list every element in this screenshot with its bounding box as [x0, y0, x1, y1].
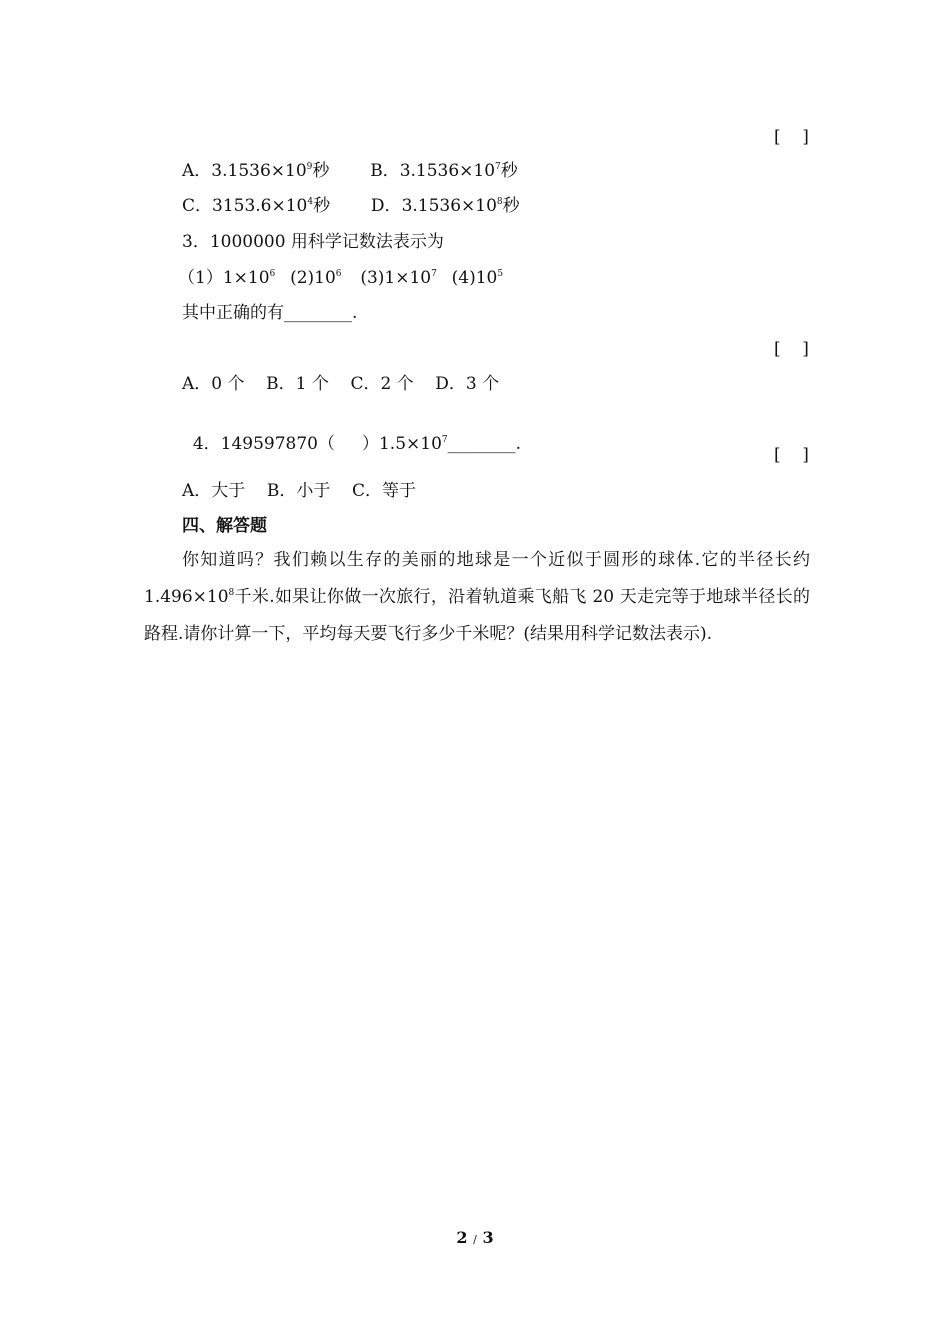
page-separator: / — [473, 1233, 477, 1246]
q4-options: A．大于 B．小于 C．等于 — [182, 481, 417, 501]
q3-stem: 3．1000000 用科学记数法表示为 — [182, 232, 444, 252]
q3-answer-bracket: [ ] — [774, 339, 809, 359]
q4-answer-bracket: [ ] — [774, 445, 809, 465]
q2-options-row-2 — [182, 194, 520, 218]
q4-stem-exp: 7 — [441, 435, 448, 445]
q2-option-a-label: A． — [182, 161, 212, 181]
paragraph-pre: 你知道吗？我们赖以生存的美丽的地球是一个近似于圆形的球体.它的半径长约 1.496×10 — [144, 550, 810, 607]
q4-stem-pre: 4．149597870（ ）1.5×10 — [192, 434, 442, 454]
page-total: 3 — [482, 1228, 494, 1247]
q2-option-c-unit: 秒 — [313, 196, 331, 216]
paragraph-exp: 8 — [228, 588, 235, 598]
q3-item-1-exp: 6 — [269, 269, 276, 279]
q2-option-a-unit: 秒 — [312, 161, 330, 181]
q2-option-d-unit: 秒 — [502, 196, 520, 216]
q2-option-c-base: 3153.6×10 — [212, 196, 308, 216]
q4-stem-post: ________. — [447, 434, 522, 454]
q3-item-4-exp: 5 — [497, 269, 504, 279]
q2-option-b-exp: 7 — [495, 162, 501, 172]
q2-option-c-label: C． — [182, 196, 213, 216]
q2-option-c-exp: 4 — [307, 197, 314, 207]
section-4-paragraph — [144, 542, 810, 653]
q2-option-b-unit: 秒 — [500, 161, 518, 181]
q3-item-3-exp: 7 — [431, 269, 437, 279]
page-number — [0, 1228, 950, 1247]
page-current: 2 — [456, 1228, 468, 1247]
q2-option-a-base: 3.1536×10 — [211, 161, 307, 181]
q3-item-2-base: (2)10 — [290, 268, 336, 288]
q3-item-3-base: (3)1×10 — [360, 268, 432, 288]
q3-items — [178, 266, 503, 290]
q2-option-d-base: 3.1536×10 — [401, 196, 497, 216]
q2-option-d-label: D． — [370, 196, 402, 216]
q3-options: A．0 个 B．1 个 C．2 个 D．3 个 — [182, 374, 500, 394]
q3-item-2-exp: 6 — [335, 269, 342, 279]
q2-option-a-exp: 9 — [306, 162, 313, 172]
paragraph-post: 千米.如果让你做一次旅行，沿着轨道乘飞船飞 20 天走完等于地球半径长的路程.请你计算一下，平均每天要飞行多少千米呢？(结果用科学记数法表示). — [144, 587, 810, 644]
q3-item-4-base: (4)10 — [451, 268, 498, 288]
q3-prompt: 其中正确的有________. — [182, 303, 358, 323]
q2-option-b-base: 3.1536×10 — [399, 161, 496, 181]
q2-option-b-label: B． — [370, 161, 400, 181]
q2-options-row-1 — [182, 159, 518, 183]
q2-answer-bracket: [ ] — [774, 127, 809, 147]
section-heading: 四、解答题 — [182, 516, 267, 536]
q4-stem — [182, 408, 521, 456]
q3-item-1-base: （1）1×10 — [178, 268, 270, 288]
q2-option-d-exp: 8 — [496, 197, 503, 207]
